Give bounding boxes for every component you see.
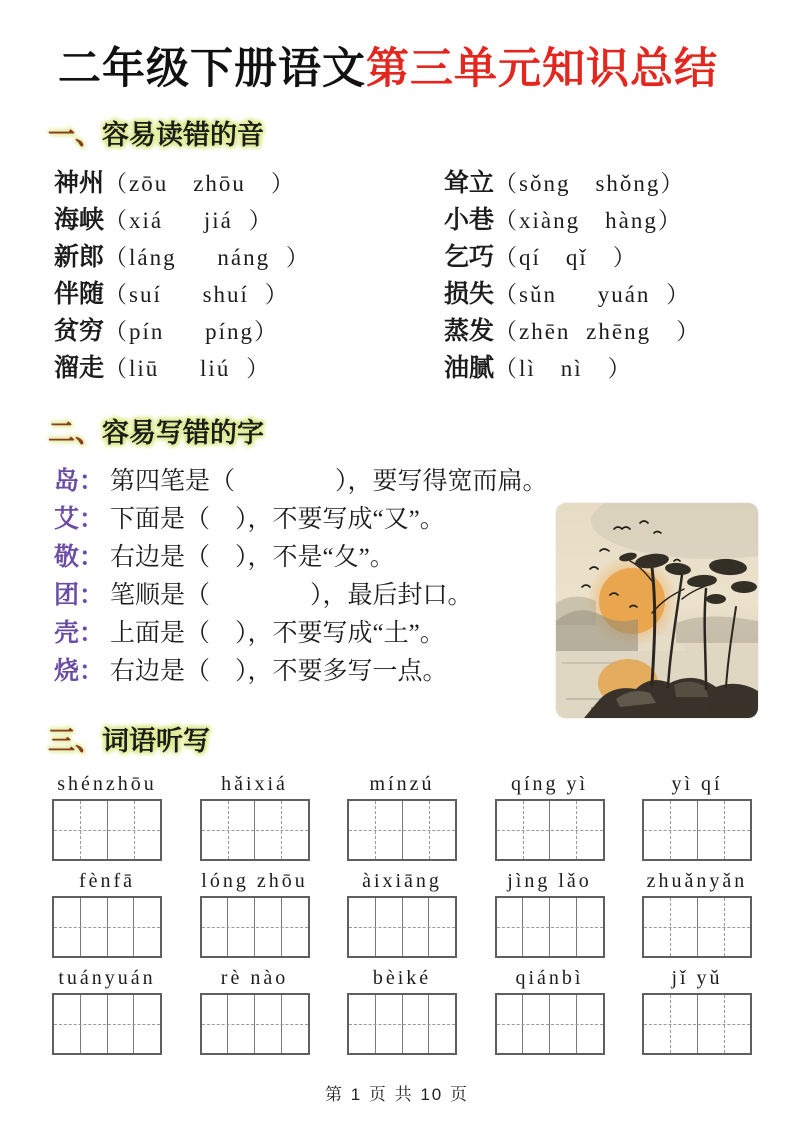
pinyin-label: jìng lǎo [507,869,592,892]
writing-grid [52,799,162,861]
writing-grid [495,799,605,861]
dictation-grid-section [52,771,754,1055]
target-character: 敬： [54,543,105,571]
writing-grid [642,993,752,1055]
pinyin-choice-row [54,202,444,239]
dictation-item [642,771,752,861]
grid-cell [697,995,751,1053]
pinyin-label: fènfā [78,869,136,892]
grid-cell [644,801,697,859]
grid-cell [576,898,603,956]
section1-heading [48,119,754,153]
writing-grid [52,896,162,958]
writing-grid [200,799,310,861]
word-label: 乞巧 [444,244,495,272]
grid-cell [697,898,751,956]
grid-cell [202,801,255,859]
grid-cell [497,898,523,956]
pinyin-choice-row [54,350,444,387]
grid-cell [549,801,603,859]
grid-cell [549,995,576,1053]
character-note-text: 上面是（ ），不要写成“土”。 [110,619,445,647]
writing-grid [347,993,457,1055]
grid-cell [576,995,603,1053]
pinyin-options: （zhēn zhēng ） [494,319,702,345]
pinyin-label: àixiāng [362,869,442,892]
grid-cell [349,995,375,1053]
landscape-painting-image [556,503,758,718]
dictation-item [347,965,457,1055]
section1-number: 一、 [48,120,102,152]
pinyin-label: jǐ yǔ [671,966,723,989]
pinyin-options: （láng náng ） [104,245,311,271]
writing-grid [495,896,605,958]
page-number: 第 1 页 共 10 页 [325,1085,469,1104]
character-note-text: 右边是（ ），不要多写一点。 [110,657,448,685]
landscape-painting-svg [556,503,758,718]
section3-title: 词语听写 [102,725,210,757]
grid-cell [349,801,402,859]
word-label: 海峡 [54,207,105,235]
grid-cell [497,995,523,1053]
word-label: 油腻 [444,355,495,383]
grid-cell [402,898,429,956]
grid-cell [80,898,107,956]
pinyin-choice-row [54,165,444,202]
pinyin-choice-row [54,276,444,313]
grid-cell [644,898,697,956]
character-note-text: 右边是（ ），不是“夂”。 [110,543,395,571]
writing-grid [52,993,162,1055]
writing-grid [642,799,752,861]
grid-cell [254,801,308,859]
dictation-item [200,868,310,958]
grid-cell [202,995,228,1053]
word-label: 新郎 [54,244,105,272]
word-label: 蒸发 [444,318,495,346]
grid-cell [254,898,281,956]
dictation-item [52,868,162,958]
character-note-row [54,463,594,501]
dictation-item [495,868,605,958]
grid-cell [107,995,134,1053]
target-character: 岛： [54,467,105,495]
grid-cell [80,995,107,1053]
grid-cell [428,995,455,1053]
writing-grid [347,896,457,958]
pinyin-choice-row [444,165,754,202]
character-note-text: 下面是（ ），不要写成“又”。 [110,505,445,533]
pinyin-choice-row [444,350,754,387]
dictation-item [642,868,752,958]
character-note-row [54,653,594,691]
pinyin-options: （sǔn yuán ） [494,282,692,308]
dictation-row [52,868,752,958]
dictation-row [52,771,752,861]
section2-title: 容易写错的字 [102,418,264,450]
pinyin-options: （zōu zhōu ） [104,171,296,197]
word-label: 贫穷 [54,318,105,346]
pinyin-label: lóng zhōu [201,869,308,892]
grid-cell [107,898,134,956]
word-label: 耸立 [444,170,495,198]
character-note-row [54,539,594,577]
title-grade-part: 二年级下册语文 [58,44,366,94]
grid-cell [107,801,161,859]
pinyin-choice-row [54,239,444,276]
pinyin-label: yì qí [671,772,723,795]
dictation-item [347,868,457,958]
pinyin-label: shénzhōu [57,772,157,795]
dictation-item [347,771,457,861]
pinyin-options: （qí qǐ ） [494,245,638,271]
character-note-row [54,501,594,539]
grid-cell [428,898,455,956]
grid-cell [402,995,429,1053]
grid-cell [644,995,697,1053]
pinyin-label: hǎixiá [221,772,288,795]
title-unit-part: 第三单元知识总结 [366,44,718,94]
section1-title: 容易读错的音 [102,120,264,152]
character-note-row [54,615,594,653]
pinyin-choice-row [54,313,444,350]
dictation-item [642,965,752,1055]
grid-cell [133,898,160,956]
pinyin-choice-left-column [54,165,444,387]
grid-cell [522,898,549,956]
grid-cell [227,995,254,1053]
pinyin-label: qiánbì [515,966,584,989]
pinyin-choice-row [444,202,754,239]
pinyin-label: zhuǎnyǎn [646,869,748,892]
grid-cell [54,898,80,956]
grid-cell [54,995,80,1053]
pinyin-choice-row [444,276,754,313]
pinyin-options: （suí shuí ） [104,282,290,308]
grid-cell [202,898,228,956]
pinyin-options: （pín píng） [104,319,280,345]
word-label: 损失 [444,281,495,309]
word-label: 小巷 [444,207,495,235]
grid-cell [281,898,308,956]
pinyin-choice-row [444,313,754,350]
dictation-item [495,965,605,1055]
target-character: 壳： [54,619,105,647]
grid-cell [497,801,550,859]
grid-cell [375,995,402,1053]
pinyin-options: （xiàng hàng） [494,208,683,234]
grid-cell [54,801,107,859]
pinyin-options: （lì nì ） [494,356,633,382]
writing-grid [200,896,310,958]
writing-grid [200,993,310,1055]
dictation-item [52,771,162,861]
word-label: 神州 [54,170,105,198]
grid-cell [697,801,751,859]
writing-grid [347,799,457,861]
section3-number: 三、 [48,725,102,757]
pinyin-choice-right-column [444,165,754,387]
grid-cell [254,995,281,1053]
grid-cell [402,801,456,859]
dictation-item [200,771,310,861]
pinyin-options: （xiá jiá ） [104,208,274,234]
grid-cell [133,995,160,1053]
grid-cell [281,995,308,1053]
writing-grid [495,993,605,1055]
dictation-row [52,965,752,1055]
target-character: 烧： [54,657,105,685]
miswritten-characters-list [54,463,594,691]
pinyin-options: （liū liú ） [104,356,272,382]
character-note-text: 第四笔是（ ），要写得宽而扁。 [110,467,548,495]
grid-cell [349,898,375,956]
page-title [58,46,754,93]
writing-grid [642,896,752,958]
word-label: 伴随 [54,281,105,309]
section2-heading [48,417,754,451]
pinyin-options: （sǒng shǒng） [494,171,686,197]
dictation-item [52,965,162,1055]
pinyin-label: qíng yì [510,772,589,795]
pinyin-label: mínzú [369,772,435,795]
grid-cell [227,898,254,956]
section3-heading [48,725,754,759]
pinyin-label: rè nào [220,966,289,989]
pinyin-choice-row [444,239,754,276]
pinyin-label: bèiké [372,966,432,989]
pinyin-label: tuányuán [58,966,156,989]
section2-number: 二、 [48,418,102,450]
pinyin-choice-list [54,165,754,387]
dictation-item [495,771,605,861]
grid-cell [549,898,576,956]
grid-cell [522,995,549,1053]
target-character: 团： [54,581,105,609]
character-note-text: 笔顺是（ ），最后封口。 [110,581,473,609]
word-label: 溜走 [54,355,105,383]
grid-cell [375,898,402,956]
character-note-row [54,577,594,615]
dictation-item [200,965,310,1055]
target-character: 艾： [54,505,105,533]
